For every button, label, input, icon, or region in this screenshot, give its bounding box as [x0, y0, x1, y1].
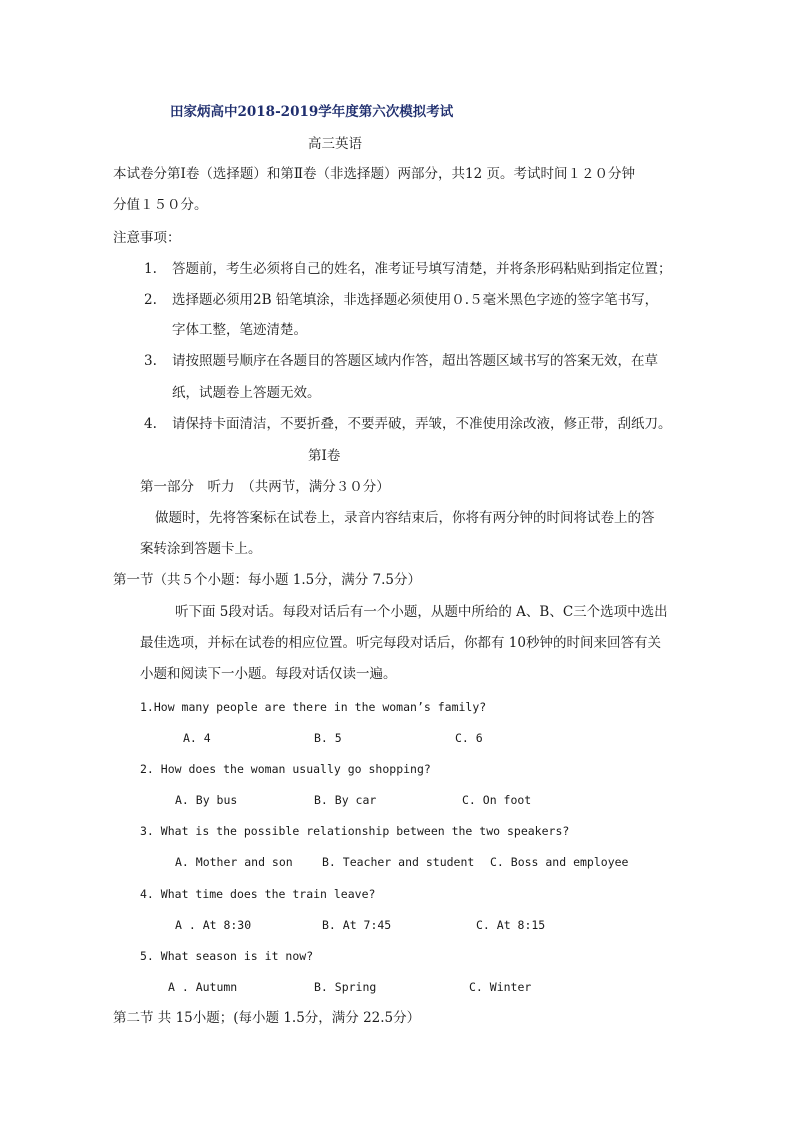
- option-b: B. 5: [314, 731, 342, 745]
- question-text: How does the woman usually go shopping?: [160, 762, 431, 776]
- note-text: 请按照题号顺序在各题目的答题区域内作答，超出答题区域书写的答案无效，在草: [172, 353, 658, 369]
- option-a: A . At 8:30: [175, 918, 252, 932]
- question-text: What is the possible relationship between the two speakers?: [160, 824, 570, 838]
- question-text: How many people are there in the woman’s family?: [153, 700, 487, 714]
- note-text: 答题前，考生必须将自己的姓名，准考证号填写清楚，并将条形码粘贴到指定位置；: [172, 261, 672, 277]
- option-c: C. At 8:15: [476, 918, 546, 932]
- question-4: [140, 885, 375, 903]
- question-number: 1.: [140, 700, 154, 714]
- option-c: C. Boss and employee: [490, 855, 629, 869]
- option-b: B. Teacher and student: [322, 855, 475, 869]
- question-number: 4.: [140, 887, 154, 901]
- option-a: A . Autumn: [168, 980, 238, 994]
- question-2: [140, 760, 431, 778]
- part-title: 第一部分 听力 （共两节，满分３０分）: [140, 479, 390, 495]
- subsection-instruction-3: 小题和阅读下一小题。每段对话仅读一遍。: [140, 666, 397, 682]
- note-text-continued: 纸，试题卷上答题无效。: [172, 385, 321, 401]
- question-number: 3.: [140, 824, 154, 838]
- intro-line-2: 分值１５０分。: [113, 197, 208, 213]
- listening-instruction-2: 案转涂到答题卡上。: [140, 541, 262, 557]
- question-text: What time does the train leave?: [160, 887, 376, 901]
- question-text: What season is it now?: [160, 949, 314, 963]
- section-2-title: 第二节 共 15小题；(每小题 1.5分，满分 22.5分）: [113, 1010, 421, 1026]
- subject-title: 高三英语: [308, 136, 362, 152]
- option-c: C. On foot: [462, 793, 532, 807]
- option-a: A. Mother and son: [175, 855, 293, 869]
- option-b: B. At 7:45: [322, 918, 392, 932]
- option-c: C. Winter: [469, 980, 532, 994]
- question-3: [140, 822, 569, 840]
- volume-title: 第Ⅰ卷: [308, 448, 341, 464]
- note-number: 2.: [144, 292, 157, 308]
- note-text: 选择题必须用2B 铅笔填涂，非选择题必须使用０.５毫米黑色字迹的签字笔书写，: [172, 292, 659, 308]
- note-number: 3.: [144, 353, 157, 369]
- question-number: 2.: [140, 762, 154, 776]
- option-c: C. 6: [455, 731, 483, 745]
- listening-instruction-1: 做题时，先将答案标在试卷上，录音内容结束后，你将有两分钟的时间将试卷上的答: [155, 510, 655, 526]
- exam-title: 田家炳高中2018-2019学年度第六次模拟考试: [170, 104, 454, 120]
- note-text: 请保持卡面清洁，不要折叠，不要弄破，弄皱，不准使用涂改液，修正带，刮纸刀。: [172, 416, 672, 432]
- question-1: [140, 698, 486, 716]
- subsection-instruction-2: 最佳选项，并标在试卷的相应位置。听完每段对话后，你都有 10秒钟的时间来回答有关: [140, 635, 661, 651]
- option-a: A. By bus: [175, 793, 238, 807]
- option-b: B. By car: [314, 793, 377, 807]
- subsection-title: 第一节（共５个小题：每小题 1.5分，满分 7.5分）: [113, 572, 422, 588]
- question-number: 5.: [140, 949, 154, 963]
- question-5: [140, 947, 313, 965]
- intro-line-1: 本试卷分第Ⅰ卷（选择题）和第Ⅱ卷（非选择题）两部分，共12 页。考试时间１２０分钟: [113, 166, 635, 182]
- notes-heading: 注意事项：: [113, 230, 181, 246]
- note-number: 1.: [144, 261, 157, 277]
- option-a: A. 4: [183, 731, 211, 745]
- option-b: B. Spring: [314, 980, 377, 994]
- note-number: 4.: [144, 416, 157, 432]
- subsection-instruction-1: 听下面 5段对话。每段对话后有一个小题，从题中所给的 A、B、C三个选项中选出: [175, 604, 668, 620]
- note-text-continued: 字体工整，笔迹清楚。: [172, 322, 307, 338]
